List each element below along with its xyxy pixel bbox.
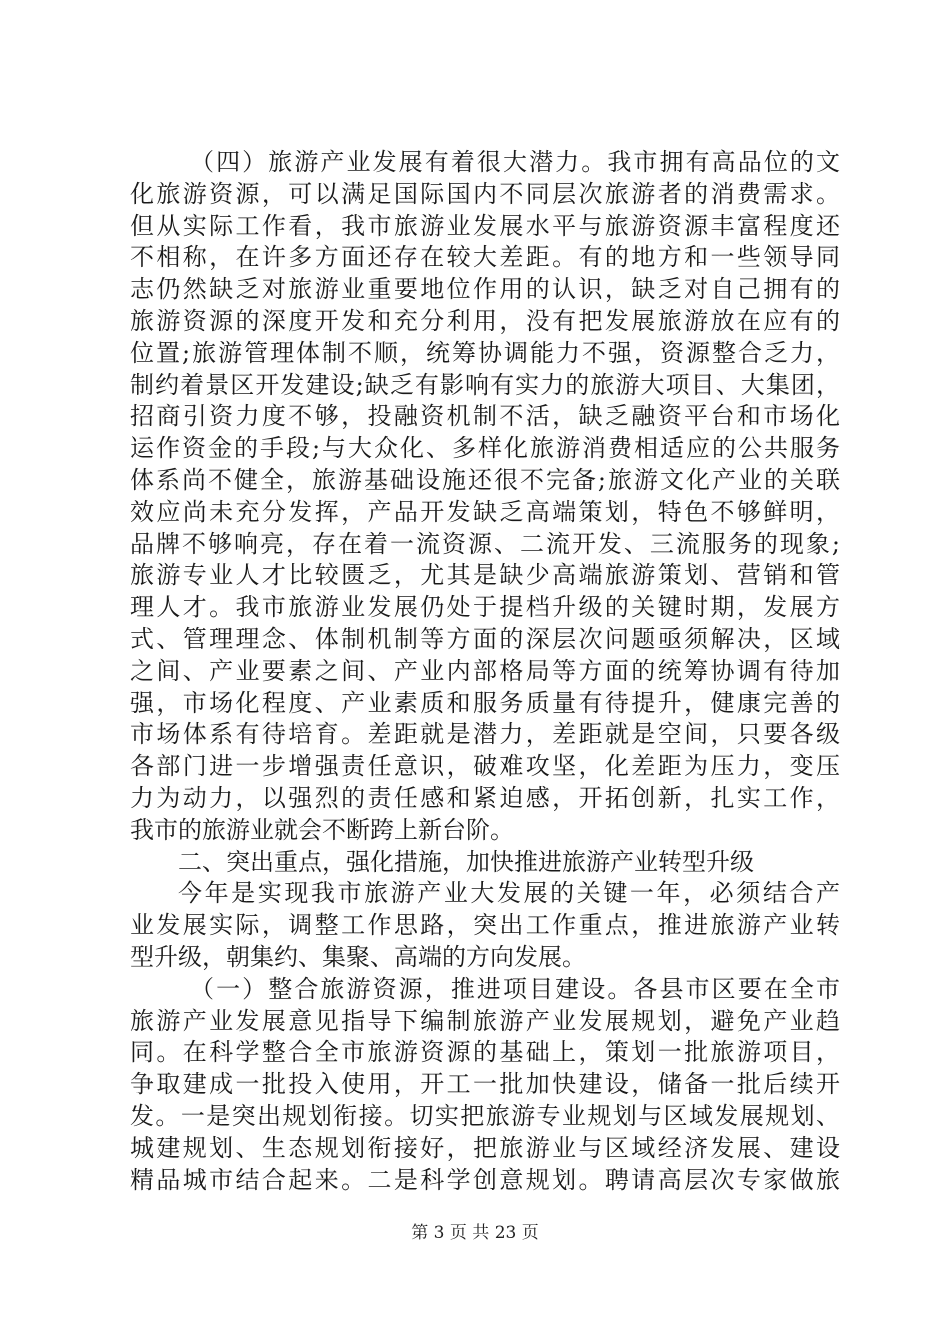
text-line: 市场体系有待培育。差距就是潜力，差距就是空间，只要各级 bbox=[130, 720, 840, 749]
document-body bbox=[130, 147, 840, 1196]
text-line: 不相称，在许多方面还存在较大差距。有的地方和一些领导同 bbox=[130, 243, 840, 272]
text-line: 我市的旅游业就会不断跨上新台阶。 bbox=[130, 815, 514, 844]
text-line: 位置;旅游管理体制不顺，统筹协调能力不强，资源整合乏力， bbox=[130, 338, 840, 367]
text-line: 型升级，朝集约、集聚、高端的方向发展。 bbox=[130, 942, 586, 971]
text-line: 式、管理理念、体制机制等方面的深层次问题亟须解决，区域 bbox=[130, 624, 840, 653]
text-line: 同。在科学整合全市旅游资源的基础上，策划一批旅游项目， bbox=[130, 1038, 840, 1067]
page-footer: 第 3 页 共 23 页 bbox=[411, 1223, 539, 1243]
text-line: 争取建成一批投入使用，开工一批加快建设，储备一批后续开 bbox=[130, 1070, 840, 1099]
text-line: 旅游产业发展意见指导下编制旅游产业发展规划，避免产业趋 bbox=[130, 1006, 840, 1035]
text-line: 志仍然缺乏对旅游业重要地位作用的认识，缺乏对自己拥有的 bbox=[130, 275, 840, 304]
text-line: 制约着景区开发建设;缺乏有影响有实力的旅游大项目、大集团， bbox=[130, 370, 840, 399]
text-line: 效应尚未充分发挥，产品开发缺乏高端策划，特色不够鲜明， bbox=[130, 497, 840, 526]
text-line: 强，市场化程度、产业素质和服务质量有待提升，健康完善的 bbox=[130, 688, 840, 717]
text-line: 理人才。我市旅游业发展仍处于提档升级的关键时期，发展方 bbox=[130, 593, 840, 622]
text-line: 城建规划、生态规划衔接好，把旅游业与区域经济发展、建设 bbox=[130, 1133, 840, 1162]
text-line: 精品城市结合起来。二是科学创意规划。聘请高层次专家做旅 bbox=[130, 1165, 840, 1194]
text-line: 体系尚不健全，旅游基础设施还很不完备;旅游文化产业的关联 bbox=[130, 465, 840, 494]
text-line: （四）旅游产业发展有着很大潜力。我市拥有高品位的文 bbox=[190, 148, 840, 176]
text-line: 旅游专业人才比较匮乏，尤其是缺少高端旅游策划、营销和管 bbox=[130, 561, 840, 590]
text-line: 旅游资源的深度开发和充分利用，没有把发展旅游放在应有的 bbox=[130, 306, 840, 335]
text-line: （一）整合旅游资源，推进项目建设。各县市区要在全市 bbox=[190, 974, 840, 1003]
text-line: 业发展实际，调整工作思路，突出工作重点，推进旅游产业转 bbox=[130, 911, 840, 940]
text-line: 各部门进一步增强责任意识，破难攻坚，化差距为压力，变压 bbox=[130, 752, 840, 781]
text-line: 二、突出重点，强化措施，加快推进旅游产业转型升级 bbox=[178, 847, 754, 876]
text-line: 之间、产业要素之间、产业内部格局等方面的统筹协调有待加 bbox=[130, 656, 840, 685]
text-line: 但从实际工作看，我市旅游业发展水平与旅游资源丰富程度还 bbox=[130, 211, 840, 240]
text-line: 招商引资力度不够，投融资机制不活，缺乏融资平台和市场化 bbox=[130, 402, 840, 431]
text-line: 化旅游资源，可以满足国际国内不同层次旅游者的消费需求。 bbox=[130, 179, 840, 208]
text-line: 运作资金的手段;与大众化、多样化旅游消费相适应的公共服务 bbox=[130, 434, 840, 463]
text-line: 发。一是突出规划衔接。切实把旅游专业规划与区域发展规划、 bbox=[130, 1101, 840, 1130]
text-line: 力为动力，以强烈的责任感和紧迫感，开拓创新，扎实工作， bbox=[130, 783, 840, 812]
text-line: 品牌不够响亮，存在着一流资源、二流开发、三流服务的现象; bbox=[130, 529, 840, 558]
text-line: 今年是实现我市旅游产业大发展的关键一年，必须结合产 bbox=[178, 879, 840, 908]
